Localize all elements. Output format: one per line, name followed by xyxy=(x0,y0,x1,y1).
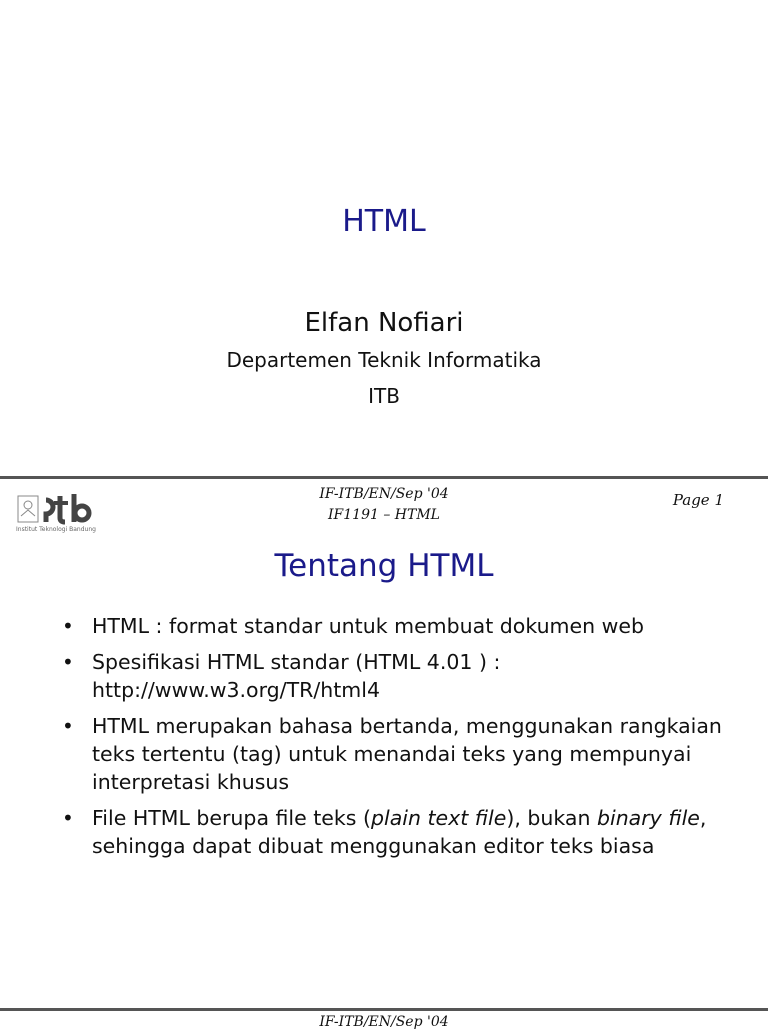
bullet-icon: • xyxy=(62,650,74,674)
slide-divider xyxy=(0,476,768,479)
bullet-icon: • xyxy=(62,806,74,830)
institution: ITB xyxy=(368,384,400,408)
next-footer-course-date: IF-ITB/EN/Sep '04 xyxy=(319,1014,449,1030)
logo-caption: Institut Teknologi Bandung xyxy=(16,526,96,533)
list-item: • File HTML berupa file teks (plain text file), bukan binary file, sehingga dapat dibuat menggunakan editor teks biasa xyxy=(62,806,707,858)
list-item: • HTML : format standar untuk membuat dokumen web xyxy=(62,614,645,638)
department: Departemen Teknik Informatika xyxy=(226,348,542,372)
footer-course-title: IF1191 – HTML xyxy=(328,507,440,523)
slide-title: HTML xyxy=(342,204,426,239)
footer-course-date: IF-ITB/EN/Sep '04 xyxy=(319,486,449,502)
author-name: Elfan Nofiari xyxy=(304,308,464,338)
title-slide xyxy=(0,0,768,476)
list-item: • Spesifikasi HTML standar (HTML 4.01 ) : http://www.w3.org/TR/html4 xyxy=(62,650,501,702)
spec-url: http://www.w3.org/TR/html4 xyxy=(92,678,381,702)
slide-title: Tentang HTML xyxy=(274,548,494,584)
bullet-icon: • xyxy=(62,614,74,638)
slide-divider xyxy=(0,1008,768,1011)
bullet-list xyxy=(58,612,738,868)
page-number: Page 1 xyxy=(672,491,724,509)
list-item: • HTML merupakan bahasa bertanda, menggunakan rangkaian teks tertentu (tag) untuk menandai teks yang mempunyai interpretasi khusus xyxy=(62,714,722,794)
bullet-icon: • xyxy=(62,714,74,738)
content-slide xyxy=(0,484,768,1008)
